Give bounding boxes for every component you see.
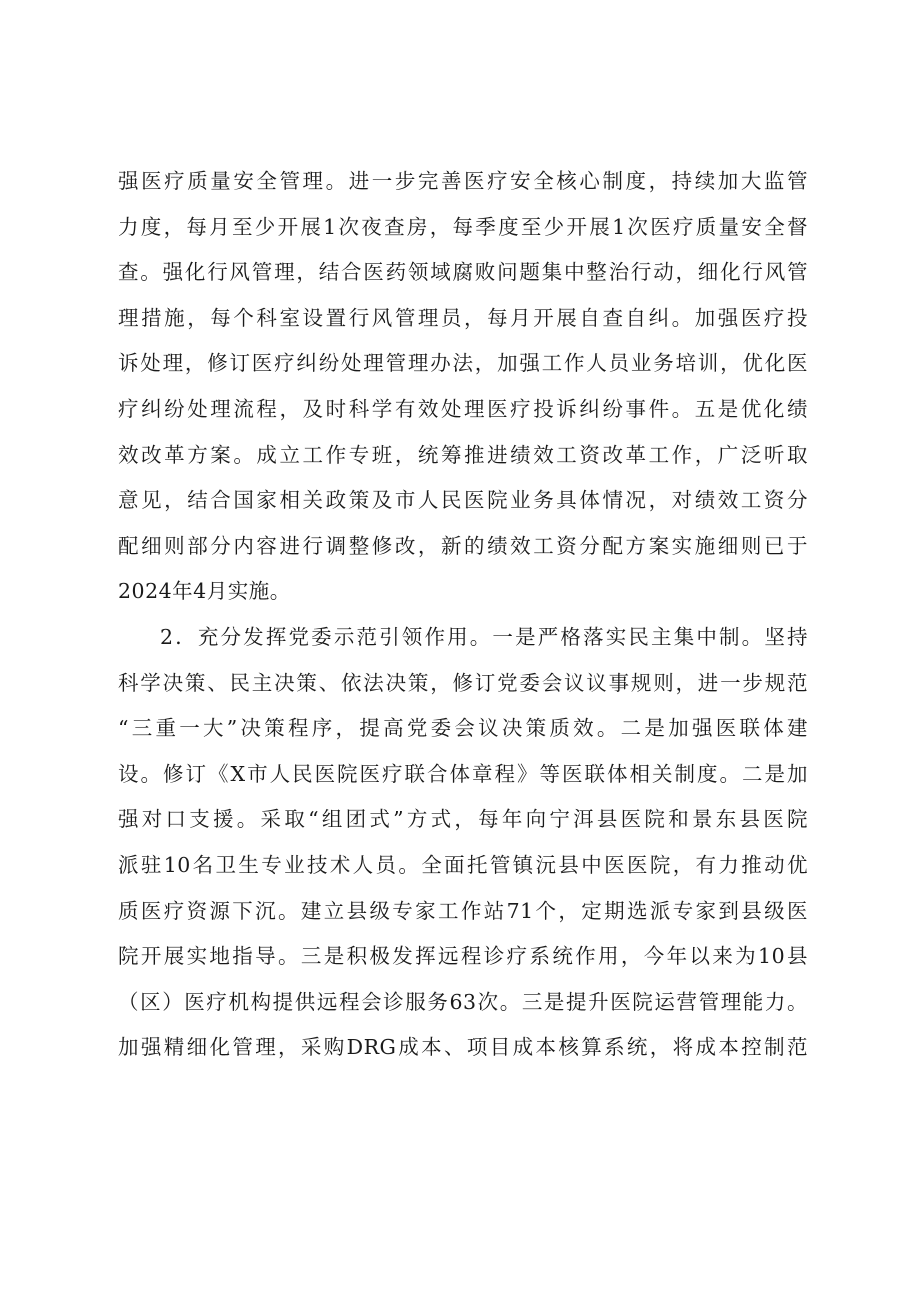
text-line-14: 设。修订《X市人民医院医疗联合体章程》等医联体相关制度。二是加 (118, 761, 808, 786)
text-line-4: 理措施，每个科室设置行风管理员，每月开展自查自纠。加强医疗投 (118, 305, 808, 330)
text-line-3: 查。强化行风管理，结合医药领域腐败问题集中整治行动，细化行风管 (118, 260, 808, 285)
text-line-16: 派驻10名卫生专业技术人员。全面托管镇沅县中医医院，有力推动优 (118, 852, 808, 877)
text-line-18: 院开展实地指导。三是积极发挥远程诊疗系统作用，今年以来为10县 (118, 944, 808, 969)
text-line-19: （区）医疗机构提供远程会诊服务63次。三是提升医院运营管理能力。 (118, 989, 808, 1014)
text-line-8: 意见，结合国家相关政策及市人民医院业务具体情况，对绩效工资分 (118, 488, 808, 513)
text-line-11: 2．充分发挥党委示范引领作用。一是严格落实民主集中制。坚持 (160, 624, 808, 649)
text-line-6: 疗纠纷处理流程，及时科学有效处理医疗投诉纠纷事件。五是优化绩 (118, 396, 808, 421)
text-line-13: “三重一大”决策程序，提高党委会议决策质效。二是加强医联体建 (118, 716, 808, 741)
text-line-2: 力度，每月至少开展1次夜查房，每季度至少开展1次医疗质量安全督 (118, 214, 808, 239)
text-line-12: 科学决策、民主决策、依法决策，修订党委会议议事规则，进一步规范 (118, 670, 808, 695)
text-line-5: 诉处理，修订医疗纠纷处理管理办法，加强工作人员业务培训，优化医 (118, 351, 808, 376)
text-line-15: 强对口支援。采取“组团式”方式，每年向宁洱县医院和景东县医院 (118, 807, 808, 832)
text-line-7: 效改革方案。成立工作专班，统筹推进绩效工资改革工作，广泛听取 (118, 442, 808, 467)
text-line-17: 质医疗资源下沉。建立县级专家工作站71个，定期选派专家到县级医 (118, 898, 808, 923)
text-line-20: 加强精细化管理，采购DRG成本、项目成本核算系统，将成本控制范 (118, 1035, 808, 1060)
text-line-10: 2024年4月实施。 (118, 579, 291, 604)
text-line-9: 配细则部分内容进行调整修改，新的绩效工资分配方案实施细则已于 (118, 533, 808, 558)
text-line-1: 强医疗质量安全管理。进一步完善医疗安全核心制度，持续加大监管 (118, 169, 808, 193)
body-text (118, 159, 808, 1071)
